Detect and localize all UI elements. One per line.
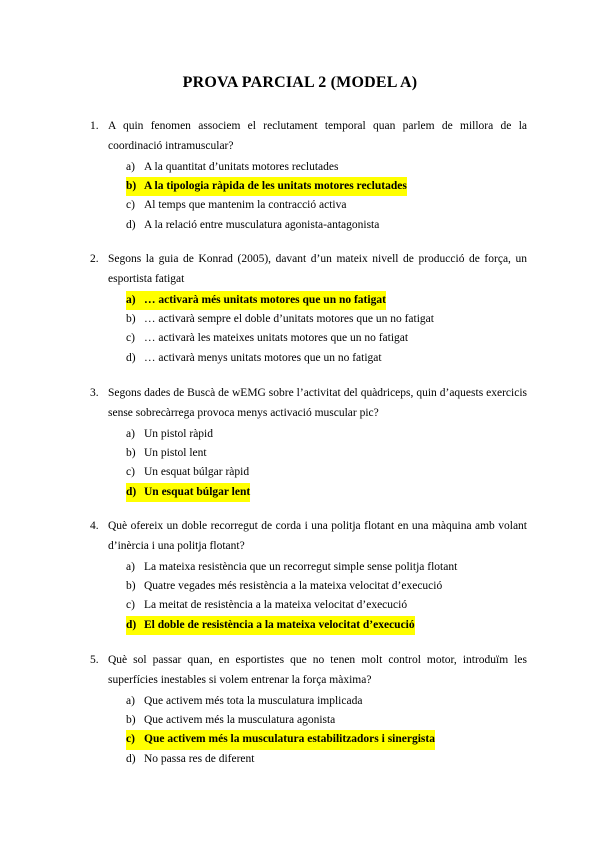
option-text: … activarà més unitats motores que un no fatigat — [144, 291, 386, 310]
option-a — [126, 692, 527, 711]
page-title: PROVA PARCIAL 2 (MODEL A) — [182, 74, 418, 91]
option-text: Al temps que mantenim la contracció activa — [144, 199, 347, 212]
option-text: Que activem més tota la musculatura implicada — [144, 695, 363, 707]
option-a — [126, 425, 527, 444]
question-3 — [90, 383, 527, 502]
option-letter: d) — [126, 351, 136, 364]
option-a — [126, 158, 527, 177]
option-text: A la quantitat d’unitats motores reclutades — [144, 161, 339, 173]
option-text: Quatre vegades més resistència a la mateixa velocitat d’execució — [144, 580, 443, 593]
option-b — [126, 711, 527, 730]
question-number: 3. — [90, 387, 99, 399]
option-letter: b) — [126, 714, 136, 727]
option-text: Un pistol lent — [144, 447, 207, 460]
option-c — [126, 596, 527, 615]
option-b — [126, 444, 527, 463]
option-letter: b) — [126, 447, 136, 460]
option-letter: a) — [126, 291, 144, 310]
question-text: A quin fenomen associem el reclutament temporal quan parlem de millora de la coordinació intramuscular? — [108, 120, 527, 152]
option-a-correct — [126, 291, 527, 310]
option-letter: d) — [126, 483, 144, 502]
question-number: 4. — [90, 520, 99, 532]
option-letter: c) — [126, 730, 144, 749]
option-b — [126, 310, 527, 329]
option-letter: d) — [126, 218, 136, 231]
option-b-correct — [126, 177, 527, 196]
options-list — [126, 558, 527, 635]
option-c — [126, 463, 527, 482]
option-text: Un esquat búlgar lent — [144, 483, 250, 502]
option-c — [126, 196, 527, 215]
options-list — [126, 291, 527, 368]
option-d-correct — [126, 616, 527, 635]
option-letter: a) — [126, 695, 135, 707]
option-a — [126, 558, 527, 577]
option-text: … activarà menys unitats motores que un no fatigat — [144, 351, 382, 364]
option-text: El doble de resistència a la mateixa velocitat d’execució — [144, 616, 415, 635]
question-5 — [90, 650, 527, 769]
option-c — [126, 329, 527, 348]
option-letter: b) — [126, 580, 136, 593]
option-letter: a) — [126, 561, 135, 573]
option-letter: d) — [126, 752, 136, 765]
question-1 — [90, 116, 527, 235]
question-4 — [90, 516, 527, 635]
question-number: 1. — [90, 120, 99, 132]
option-letter: d) — [126, 616, 144, 635]
option-text: A la tipologia ràpida de les unitats motores reclutades — [144, 177, 407, 196]
option-letter: b) — [126, 313, 136, 326]
option-text: … activarà sempre el doble d’unitats motores que un no fatigat — [144, 313, 434, 326]
option-d — [126, 750, 527, 769]
option-d-correct — [126, 483, 527, 502]
option-text: A la relació entre musculatura agonista-antagonista — [144, 218, 380, 231]
option-text: Que activem més la musculatura agonista — [144, 714, 336, 727]
question-2 — [90, 249, 527, 368]
option-letter: c) — [126, 332, 135, 345]
option-text: No passa res de diferent — [144, 752, 255, 765]
option-text: Un esquat búlgar ràpid — [144, 466, 250, 479]
question-text: Què ofereix un doble recorregut de corda i una politja flotant en una màquina amb volant d’inèrcia i una politja flotant? — [108, 520, 527, 552]
option-text: Un pistol ràpid — [144, 428, 213, 440]
option-letter: c) — [126, 466, 135, 479]
option-text: La mateixa resistència que un recorregut simple sense politja flotant — [144, 561, 458, 573]
option-c-correct — [126, 730, 527, 749]
option-d — [126, 349, 527, 368]
option-letter: a) — [126, 428, 135, 440]
question-text: Què sol passar quan, en esportistes que no tenen molt control motor, introduïm les superfícies inestables si volem entrenar la força màxima? — [108, 654, 527, 686]
options-list — [126, 692, 527, 769]
question-text: Segons dades de Buscà de wEMG sobre l’activitat del quàdriceps, quin d’aquests exercicis sense sobrecàrrega provoca menys activació muscular pic? — [108, 387, 527, 419]
options-list — [126, 158, 527, 235]
option-letter: a) — [126, 161, 135, 173]
option-text: Que activem més la musculatura estabilitzadors i sinergista — [144, 730, 435, 749]
option-d — [126, 216, 527, 235]
option-text: … activarà les mateixes unitats motores que un no fatigat — [144, 332, 409, 345]
question-number: 5. — [90, 654, 99, 666]
question-text: Segons la guia de Konrad (2005), davant d’un mateix nivell de producció de força, un esportista fatigat — [108, 253, 527, 285]
option-letter: b) — [126, 177, 144, 196]
question-number: 2. — [90, 253, 99, 265]
option-letter: c) — [126, 599, 135, 612]
option-b — [126, 577, 527, 596]
options-list — [126, 425, 527, 502]
option-text: La meitat de resistència a la mateixa velocitat d’execució — [144, 599, 408, 612]
option-letter: c) — [126, 199, 135, 212]
